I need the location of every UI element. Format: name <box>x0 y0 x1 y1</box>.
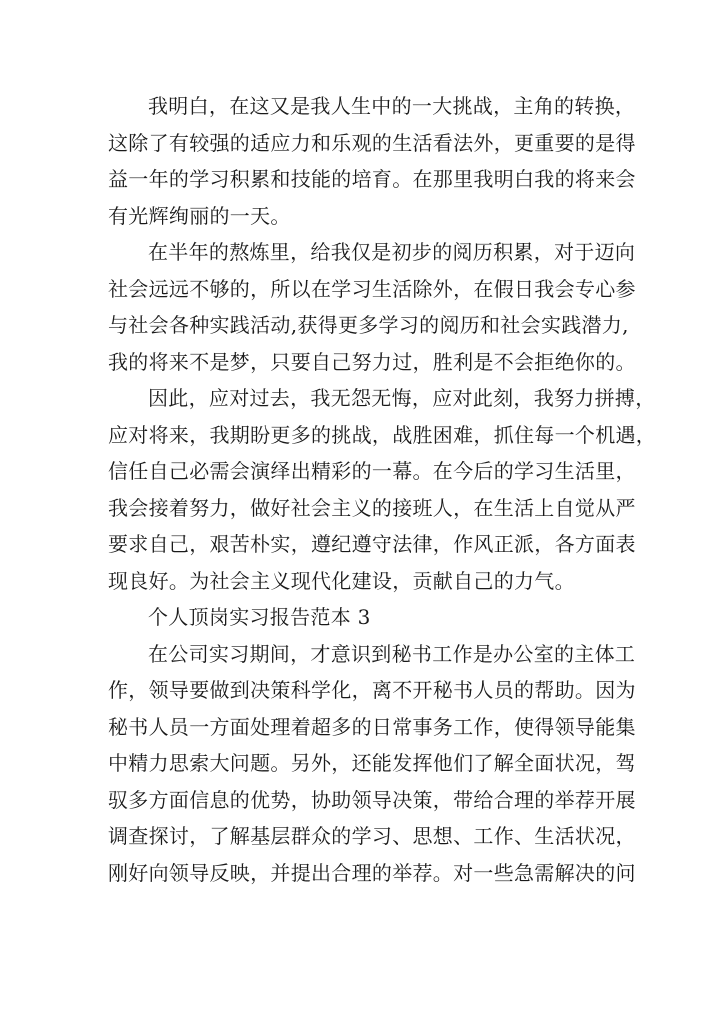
document-body <box>108 88 657 891</box>
paragraph-line: 信任自己必需会演绎出精彩的一幕。在今后的学习生活里， <box>108 459 636 483</box>
paragraph-line: 我的将来不是梦，只要自己努力过，胜利是不会拒绝你的。 <box>108 349 636 374</box>
paragraph-line: 与社会各种实践活动,获得更多学习的阅历和社会实践潜力, <box>108 313 629 337</box>
paragraph-line: 调查探讨，了解基层群众的学习、思想、工作、生活状况， <box>108 824 636 848</box>
paragraph-line: 有光辉绚丽的一天。 <box>108 203 291 228</box>
paragraph-line: 要求自己，艰苦朴实，遵纪遵守法律，作风正派，各方面表 <box>108 532 636 556</box>
paragraph-line: 作，领导要做到决策科学化，离不开秘书人员的帮助。因为 <box>108 678 636 702</box>
paragraph-line: 社会远远不够的，所以在学习生活除外，在假日我会专心参 <box>108 276 636 301</box>
paragraph-line: 驭多方面信息的优势，协助领导决策，带给合理的举荐开展 <box>108 787 636 812</box>
paragraph-line: 在半年的熬炼里，给我仅是初步的阅历积累，对于迈向 <box>148 240 636 264</box>
paragraph-line: 现良好。为社会主义现代化建设，贡献自己的力气。 <box>108 568 575 593</box>
paragraph-line: 刚好向领导反映，并提出合理的举荐。对一些急需解决的问 <box>108 860 636 885</box>
paragraph-line: 我明白，在这又是我人生中的一大挑战，主角的转换， <box>148 94 636 118</box>
paragraph-line: 应对将来，我期盼更多的挑战，战胜困难，抓住每一个机遇， <box>108 422 657 447</box>
paragraph-line: 秘书人员一方面处理着超多的日常事务工作，使得领导能集 <box>108 714 636 739</box>
paragraph-line: 益一年的学习积累和技能的培育。在那里我明白我的将来会 <box>108 167 636 191</box>
paragraph-line: 我会接着努力，做好社会主义的接班人，在生活上自觉从严 <box>108 495 636 520</box>
paragraph-line: 这除了有较强的适应力和乐观的生活看法外，更重要的是得 <box>108 130 636 155</box>
paragraph-line: 因此，应对过去，我无怨无悔，应对此刻，我努力拼搏， <box>148 386 656 410</box>
section-heading: 个人顶岗实习报告范本 3 <box>148 605 371 629</box>
paragraph-line: 中精力思索大问题。另外，还能发挥他们了解全面状况，驾 <box>108 751 636 775</box>
paragraph-line: 在公司实习期间，才意识到秘书工作是办公室的主体工 <box>148 641 636 666</box>
